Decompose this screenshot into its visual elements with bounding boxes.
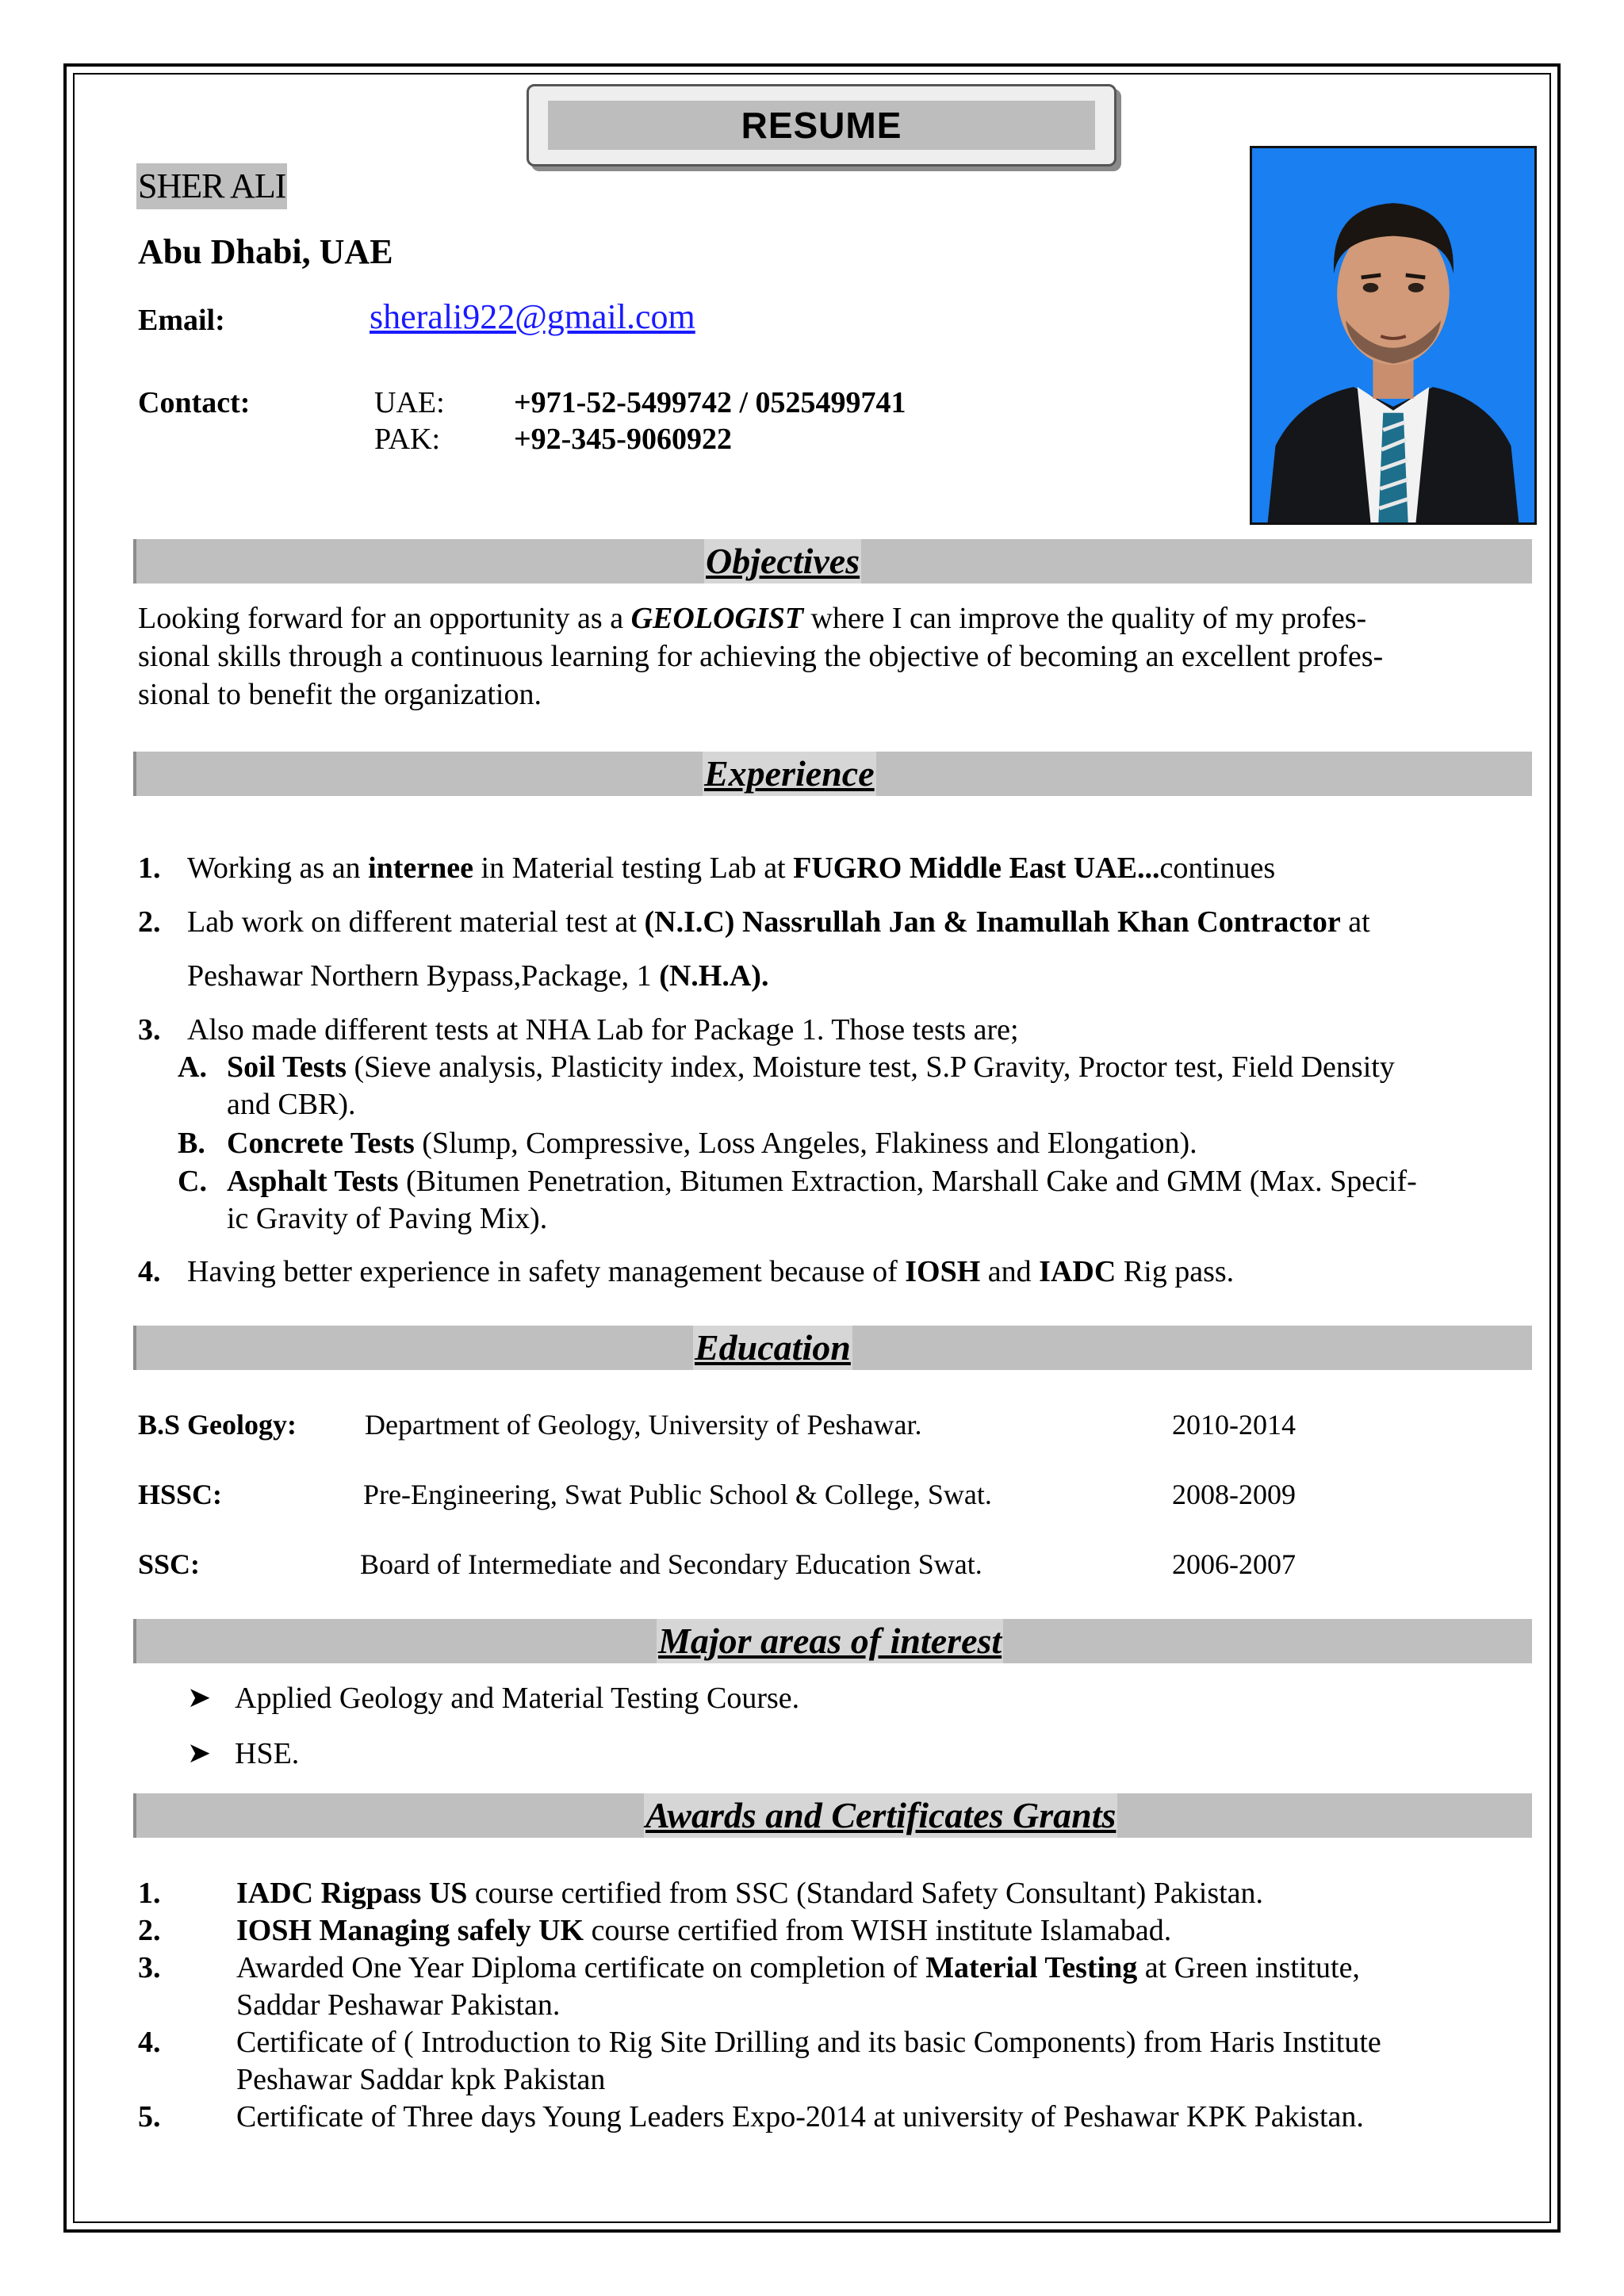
experience-item-4-text-3: Rig pass.: [1116, 1255, 1235, 1288]
experience-item-number: 3.: [138, 1013, 161, 1047]
award-item-2-bold: IOSH Managing safely UK: [236, 1914, 584, 1947]
education-heading: Education: [693, 1326, 852, 1370]
candidate-location: Abu Dhabi, UAE: [138, 232, 393, 271]
award-item-5: Certificate of Three days Young Leaders Expo-2014 at university of Peshawar KPK Pakistan.: [236, 2100, 1364, 2133]
experience-item-4-iosh: IOSH: [905, 1255, 981, 1288]
objectives-line-1: where I can improve the quality of my profes-: [803, 602, 1367, 635]
education-degree: B.S Geology:: [138, 1409, 297, 1441]
objectives-heading: Objectives: [704, 539, 861, 584]
interests-section-bar: [133, 1619, 1532, 1663]
award-number: 3.: [138, 1951, 161, 1984]
asphalt-tests: [227, 1162, 1417, 1200]
award-item-3-text: Awarded One Year Diploma certificate on completion of: [236, 1951, 926, 1984]
award-item-1-text: course certified from SSC (Standard Safety Consultant) Pakistan.: [467, 1877, 1264, 1910]
experience-item-3: Also made different tests at NHA Lab for Package 1. Those tests are;: [187, 1013, 1019, 1047]
experience-item-4: [187, 1253, 1234, 1291]
awards-section-bar: [133, 1793, 1532, 1838]
asphalt-tests-line-2: ic Gravity of Paving Mix).: [227, 1202, 548, 1235]
candidate-name: SHER ALI: [136, 163, 287, 209]
interest-item: Applied Geology and Material Testing Course.: [235, 1682, 800, 1715]
objectives-line-2: sional skills through a continuous learning for achieving the objective of becoming an excellent profes-: [138, 640, 1384, 673]
award-number: 1.: [138, 1877, 161, 1910]
experience-item-1-text-2: in Material testing Lab at: [473, 851, 794, 885]
experience-item-2-nha: (N.H.A).: [659, 959, 769, 993]
education-institution: Department of Geology, University of Peshawar.: [365, 1409, 922, 1441]
asphalt-tests-line-1: (Bitumen Penetration, Bitumen Extraction, Marshall Cake and GMM (Max. Specif-: [398, 1165, 1417, 1198]
soil-tests-line-1: (Sieve analysis, Plasticity index, Moisture test, S.P Gravity, Proctor test, Field Density: [347, 1050, 1395, 1084]
test-letter: C.: [178, 1165, 207, 1198]
award-number: 5.: [138, 2100, 161, 2133]
soil-tests-name: Soil Tests: [227, 1050, 347, 1084]
contact-label: Contact:: [138, 386, 251, 419]
objectives-text-before: Looking forward for an opportunity as a: [138, 602, 631, 635]
experience-item-4-text: Having better experience in safety management because of: [187, 1255, 906, 1288]
experience-item-2-line-2: [187, 957, 768, 995]
experience-item-2: [187, 903, 1370, 941]
email-link[interactable]: sherali922@gmail.com: [370, 297, 695, 336]
award-item-3-bold: Material Testing: [925, 1951, 1138, 1984]
award-number: 2.: [138, 1914, 161, 1947]
experience-heading: Experience: [703, 752, 876, 796]
award-item-3: [236, 1949, 1360, 1987]
award-item-2-text: course certified from WISH institute Islamabad.: [584, 1914, 1172, 1947]
experience-section-bar: [133, 752, 1532, 796]
contact-number-uae: +971-52-5499742 / 0525499741: [514, 386, 906, 419]
experience-item-2-text-2: at: [1340, 905, 1370, 939]
contact-country-pak: PAK:: [374, 423, 441, 456]
soil-tests: [227, 1048, 1395, 1086]
concrete-tests-name: Concrete Tests: [227, 1127, 415, 1160]
award-item-4-line-2: Peshawar Saddar kpk Pakistan: [236, 2063, 606, 2096]
interest-item: HSE.: [235, 1737, 300, 1770]
experience-item-1: [187, 849, 1275, 887]
resume-title-box: [527, 84, 1116, 166]
experience-item-2-contractor: (N.I.C) Nassrullah Jan & Inamullah Khan Contractor: [644, 905, 1341, 939]
education-years: 2010-2014: [1172, 1409, 1296, 1441]
asphalt-tests-name: Asphalt Tests: [227, 1165, 399, 1198]
education-degree: HSSC:: [138, 1479, 223, 1510]
experience-item-4-iadc: IADC: [1039, 1255, 1116, 1288]
objectives-role: GEOLOGIST: [630, 602, 804, 635]
award-item-3-text-2: at Green institute,: [1137, 1951, 1360, 1984]
experience-item-2-location: Peshawar Northern Bypass,Package, 1: [187, 959, 660, 993]
concrete-tests-line-1: (Slump, Compressive, Loss Angeles, Flakiness and Elongation).: [414, 1127, 1197, 1160]
experience-item-2-text: Lab work on different material test at: [187, 905, 645, 939]
education-section-bar: [133, 1326, 1532, 1370]
awards-heading: Awards and Certificates Grants: [644, 1793, 1117, 1838]
objectives-section-bar: [133, 539, 1532, 584]
concrete-tests: [227, 1124, 1197, 1162]
test-letter: A.: [178, 1050, 207, 1084]
test-letter: B.: [178, 1127, 205, 1160]
experience-item-1-text: Working as an: [187, 851, 369, 885]
soil-tests-line-2: and CBR).: [227, 1088, 356, 1121]
contact-country-uae: UAE:: [374, 386, 445, 419]
award-item-2: [236, 1911, 1171, 1950]
education-years: 2006-2007: [1172, 1548, 1296, 1580]
experience-item-number: 2.: [138, 905, 161, 939]
contact-number-pak: +92-345-9060922: [514, 423, 732, 456]
education-institution: Pre-Engineering, Swat Public School & College, Swat.: [363, 1479, 992, 1510]
education-years: 2008-2009: [1172, 1479, 1296, 1510]
experience-item-1-bold: internee: [368, 851, 474, 885]
award-number: 4.: [138, 2026, 161, 2059]
experience-item-number: 1.: [138, 851, 161, 885]
resume-title: RESUME: [548, 101, 1095, 150]
objectives-line-3: sional to benefit the organization.: [138, 678, 542, 711]
education-institution: Board of Intermediate and Secondary Education Swat.: [360, 1548, 982, 1580]
objectives-paragraph: [138, 599, 1518, 714]
experience-item-1-company: FUGRO Middle East UAE...: [793, 851, 1160, 885]
award-item-1-bold: IADC Rigpass US: [236, 1877, 468, 1910]
experience-item-number: 4.: [138, 1255, 161, 1288]
email-label: Email:: [138, 304, 225, 337]
arrow-bullet-icon: ➤: [187, 1737, 212, 1770]
award-item-4: Certificate of ( Introduction to Rig Site Drilling and its basic Components) from Haris Institute: [236, 2026, 1381, 2059]
arrow-bullet-icon: ➤: [187, 1682, 212, 1714]
award-item-1: [236, 1874, 1263, 1912]
interests-heading: Major areas of interest: [657, 1619, 1003, 1663]
experience-item-1-text-3: continues: [1159, 851, 1276, 885]
profile-photo: [1250, 146, 1537, 525]
award-item-3-line-2: Saddar Peshawar Pakistan.: [236, 1988, 561, 2022]
experience-item-4-text-2: and: [980, 1255, 1040, 1288]
education-degree: SSC:: [138, 1548, 201, 1580]
